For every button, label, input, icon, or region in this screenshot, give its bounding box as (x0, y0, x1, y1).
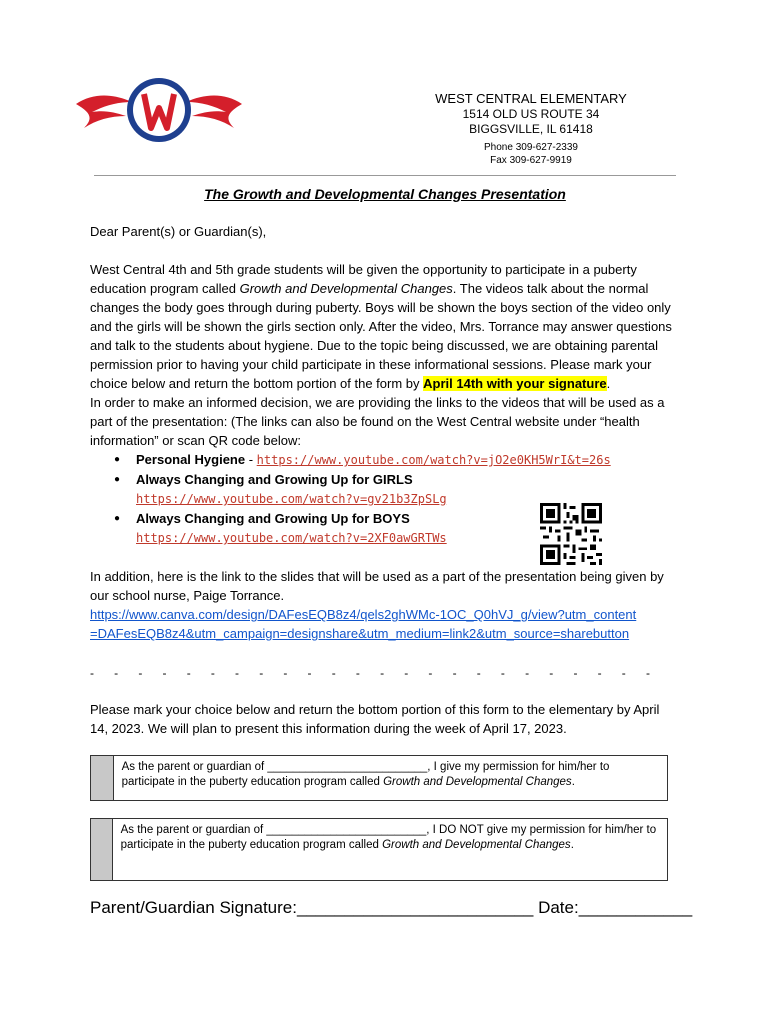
slides-paragraph: In addition, here is the link to the slides that will be used as a part of the presentation being given by our school nurse, Paige Torrance. (90, 569, 664, 603)
letter-body (90, 222, 680, 643)
slides-url-line-2[interactable]: =DAFesEQB8z4&utm_campaign=designshare&utm_medium=link2&utm_source=sharebutton (90, 626, 630, 641)
video-title: Always Changing and Growing Up for BOYS (136, 511, 410, 526)
qr-code (540, 503, 602, 565)
video-link-girls[interactable]: https://www.youtube.com/watch?v=gv21b3ZpSLg (136, 492, 447, 506)
option-text: As the parent or guardian of _________________________, I give my permission for him/her to participate in the puberty education program called (121, 761, 610, 788)
intro-text-3: . (606, 376, 611, 391)
header-divider (94, 175, 676, 176)
intro-text-2: . The videos talk about the normal changes the body goes through during puberty. Boys will be shown the boys section of the video only and the girls will be shown the girls section only. After the video, Mrs. Torrance may answer questions and talk to the students about hygiene. Due to the topic being discussed, we are obtaining parental permission prior to having your child participate in these informational sessions. Please mark your choice below and return the bottom portion of the form by (90, 281, 672, 391)
school-address-block (420, 90, 642, 167)
permission-no-text (113, 819, 667, 880)
address-line-2: BIGGSVILLE, IL 61418 (469, 122, 593, 136)
permission-yes-text (114, 756, 667, 800)
program-name: Growth and Developmental Changes (383, 776, 572, 788)
slides-link[interactable] (90, 605, 680, 643)
permission-yes-option (90, 755, 668, 801)
return-instructions: Please mark your choice below and return the bottom portion of this form to the elementary by April 14, 2023. We will plan to present this information during the week of April 17, 2023. (90, 702, 660, 736)
checkbox-permission-yes[interactable] (91, 756, 114, 800)
school-logo (74, 72, 244, 152)
school-name: WEST CENTRAL ELEMENTARY (435, 91, 627, 106)
program-name: Growth and Developmental Changes (382, 839, 571, 851)
intro-paragraph (90, 260, 680, 393)
video-link-boys[interactable]: https://www.youtube.com/watch?v=2XF0awGRTWs (136, 531, 447, 545)
fax-number: Fax 309-627-9919 (490, 155, 572, 166)
phone-number: Phone 309-627-2339 (484, 142, 578, 153)
video-link-hygiene[interactable]: https://www.youtube.com/watch?v=jO2e0KH5WrI&t=26s (256, 453, 611, 467)
cut-line: - - - - - - - - - - - - - - - - - - - - - - - - (90, 666, 650, 680)
option-end: . (570, 839, 574, 851)
video-title: Personal Hygiene (136, 452, 246, 467)
list-item (136, 450, 680, 470)
date-label: Date:____________ (538, 898, 693, 917)
video-title: Always Changing and Growing Up for GIRLS (136, 472, 413, 487)
intro-text-1: West Central 4th and 5th grade students will be given the opportunity to participate in a puberty education program called (90, 262, 637, 296)
permission-no-option (90, 818, 668, 881)
deadline-highlight: April 14th with your signature (423, 376, 607, 391)
checkbox-permission-no[interactable] (91, 819, 113, 880)
address-line-1: 1514 OLD US ROUTE 34 (462, 107, 600, 121)
option-text: As the parent or guardian of _________________________, I DO NOT give my permission for him/her to participate in the puberty education program called (120, 824, 657, 851)
program-name: Growth and Developmental Changes (239, 281, 453, 296)
separator: - (245, 452, 257, 467)
option-end: . (571, 776, 575, 788)
slides-url-line-1[interactable]: https://www.canva.com/design/DAFesEQB8z4/qels2ghWMc-1OC_Q0hVJ_g/view?utm_content (90, 607, 637, 622)
links-intro: In order to make an informed decision, we are providing the links to the videos that will be used as a part of the presentation: (The links can also be found on the West Central website under “health information” or scan QR code below: (90, 395, 665, 448)
signature-line[interactable] (90, 898, 692, 918)
signature-label: Parent/Guardian Signature:_________________________ (90, 898, 534, 917)
document-title: The Growth and Developmental Changes Presentation (204, 186, 566, 202)
salutation: Dear Parent(s) or Guardian(s), (90, 224, 267, 239)
